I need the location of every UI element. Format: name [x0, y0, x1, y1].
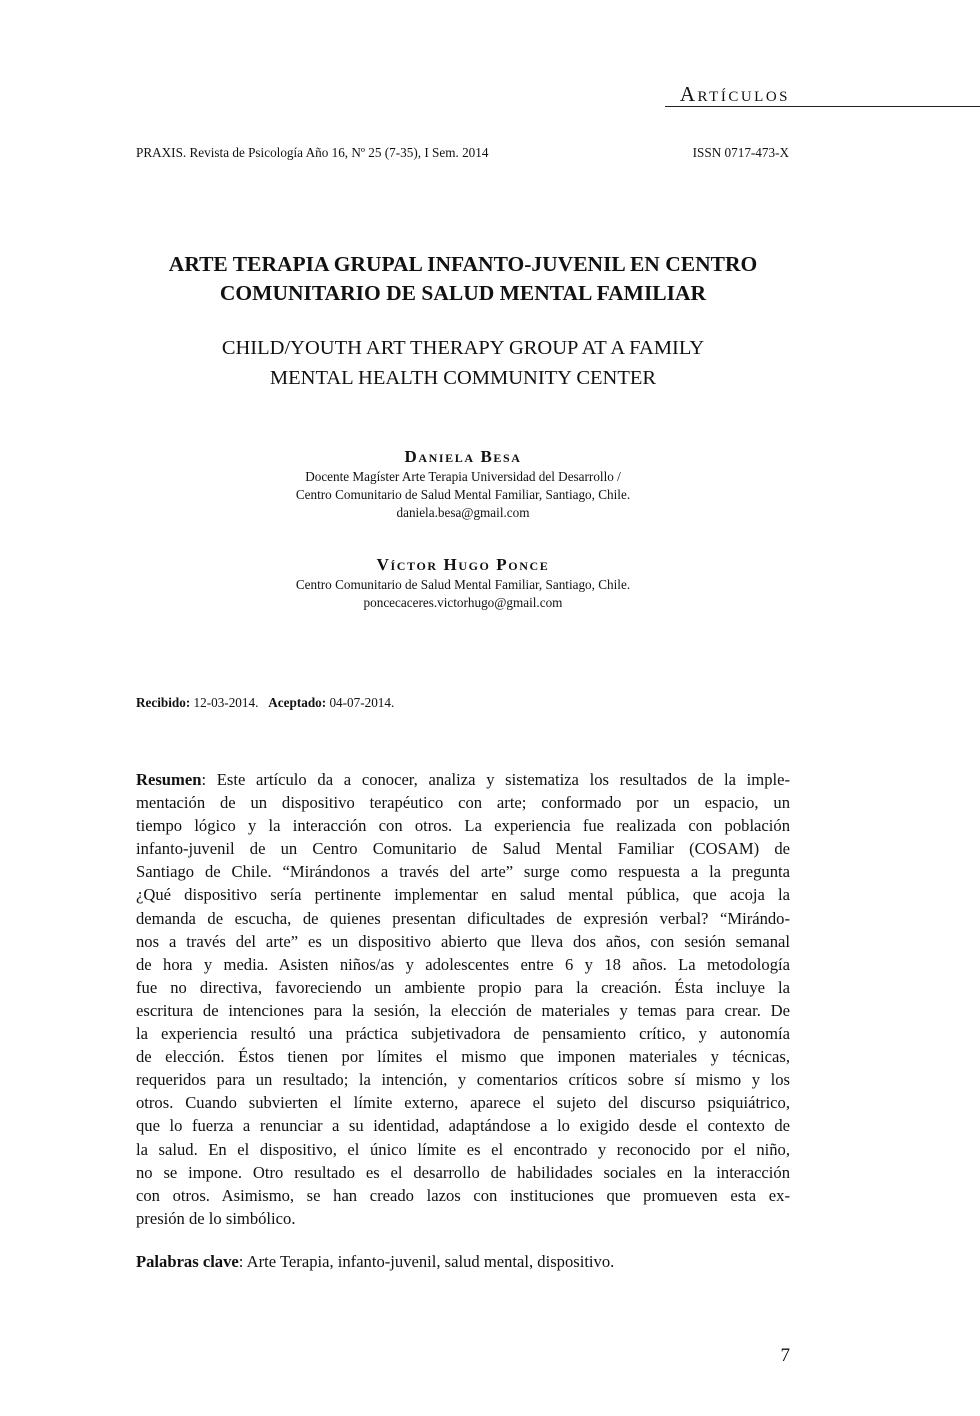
keywords-text: : Arte Terapia, infanto-juvenil, salud mental, dispositivo.	[238, 1252, 615, 1271]
author-email: daniela.besa@gmail.com	[396, 505, 530, 520]
abstract-line: la experiencia resultó una práctica subjetivadora de pensamiento crítico, y autonomía	[136, 1024, 790, 1044]
abstract-line: la salud. En el dispositivo, el único límite es el encontrado y reconocido por el niño,	[136, 1139, 790, 1159]
abstract-line: no se impone. Otro resultado es el desarrollo de habilidades sociales en la interacción	[136, 1162, 790, 1182]
received-date: 12-03-2014.	[193, 695, 259, 710]
section-rule	[665, 106, 980, 107]
author-name: Daniela Besa	[404, 447, 522, 466]
submission-dates: Recibido: 12-03-2014. Aceptado: 04-07-2014.	[136, 695, 395, 710]
author-email: poncecaceres.victorhugo@gmail.com	[363, 595, 563, 610]
keywords	[136, 1252, 614, 1272]
title-english-line: CHILD/YOUTH ART THERAPY GROUP AT A FAMILY	[221, 337, 705, 359]
abstract-line: Santiago de Chile. “Mirándonos a través del arte” surge como respuesta a la pregunta	[136, 862, 790, 882]
author-name: Víctor Hugo Ponce	[376, 555, 550, 574]
title-english-line: MENTAL HEALTH COMMUNITY CENTER	[269, 367, 657, 389]
title-spanish-line: ARTE TERAPIA GRUPAL INFANTO-JUVENIL EN CENTRO	[168, 252, 758, 276]
abstract-line: que lo fuerza a renunciar a su identidad, adaptándose a lo exigido desde el contexto de	[136, 1116, 790, 1136]
accepted-label: Aceptado	[268, 695, 322, 710]
abstract-label: Resumen	[136, 770, 202, 789]
keywords-label: Palabras clave	[136, 1252, 239, 1271]
abstract-line: otros. Cuando subvierten el límite externo, aparece el sujeto del discurso psiquiátrico,	[136, 1093, 790, 1113]
abstract-line: presión de lo simbólico.	[136, 1208, 296, 1228]
author-block	[136, 446, 790, 522]
title-english	[136, 333, 790, 393]
abstract-line: de elección. Éstos tienen por límites el mismo que imponen materiales y técnicas,	[136, 1047, 790, 1067]
title-spanish	[136, 250, 790, 308]
author-block	[136, 554, 790, 612]
abstract-line: ¿Qué dispositivo sería pertinente implementar en salud mental pública, que acoja la	[136, 885, 790, 905]
abstract-line: demanda de escucha, de quienes presentan dificultades de expresión verbal? “Mirándo-	[136, 908, 790, 928]
author-affiliation: Docente Magíster Arte Terapia Universidad del Desarrollo /	[305, 469, 621, 484]
abstract	[136, 768, 790, 1230]
abstract-line: de hora y media. Asisten niños/as y adolescentes entre 6 y 18 años. La metodología	[136, 954, 790, 974]
abstract-line: con otros. Asimismo, se han creado lazos con instituciones que promueven esta ex-	[136, 1185, 790, 1205]
abstract-line: requeridos para un resultado; la intención, y comentarios críticos sobre sí mismo y los	[136, 1070, 790, 1090]
abstract-line: escritura de intenciones para la sesión, la elección de materiales y temas para crear. De	[136, 1000, 790, 1020]
accepted-date: 04-07-2014.	[329, 695, 395, 710]
abstract-line: nos a través del arte” es un dispositivo abierto que lleva dos años, con sesión semanal	[136, 931, 790, 951]
abstract-line: tiempo lógico y la interacción con otros. La experiencia fue realizada con población	[136, 816, 790, 836]
abstract-line: mentación de un dispositivo terapéutico con arte; conformado por un espacio, un	[136, 793, 790, 813]
page-number: 7	[780, 1345, 790, 1366]
abstract-line: fue no directiva, favoreciendo un ambiente propio para la creación. Ésta incluye la	[136, 977, 790, 997]
journal-citation: PRAXIS. Revista de Psicología Año 16, Nº 25 (7-35), I Sem. 2014	[136, 145, 489, 160]
received-label: Recibido	[136, 695, 186, 710]
author-affiliation: Centro Comunitario de Salud Mental Familiar, Santiago, Chile.	[295, 577, 631, 592]
title-spanish-line: COMUNITARIO DE SALUD MENTAL FAMILIAR	[219, 281, 707, 305]
abstract-line: infanto-juvenil de un Centro Comunitario de Salud Mental Familiar (COSAM) de	[136, 839, 790, 859]
section-label: Artículos	[679, 82, 790, 106]
author-affiliation: Centro Comunitario de Salud Mental Familiar, Santiago, Chile.	[295, 487, 631, 502]
abstract-line	[136, 768, 790, 791]
issn: ISSN 0717-473-X	[692, 145, 789, 160]
abstract-first-line: : Este artículo da a conocer, analiza y sistematiza los resultados de la imple-	[201, 770, 790, 789]
